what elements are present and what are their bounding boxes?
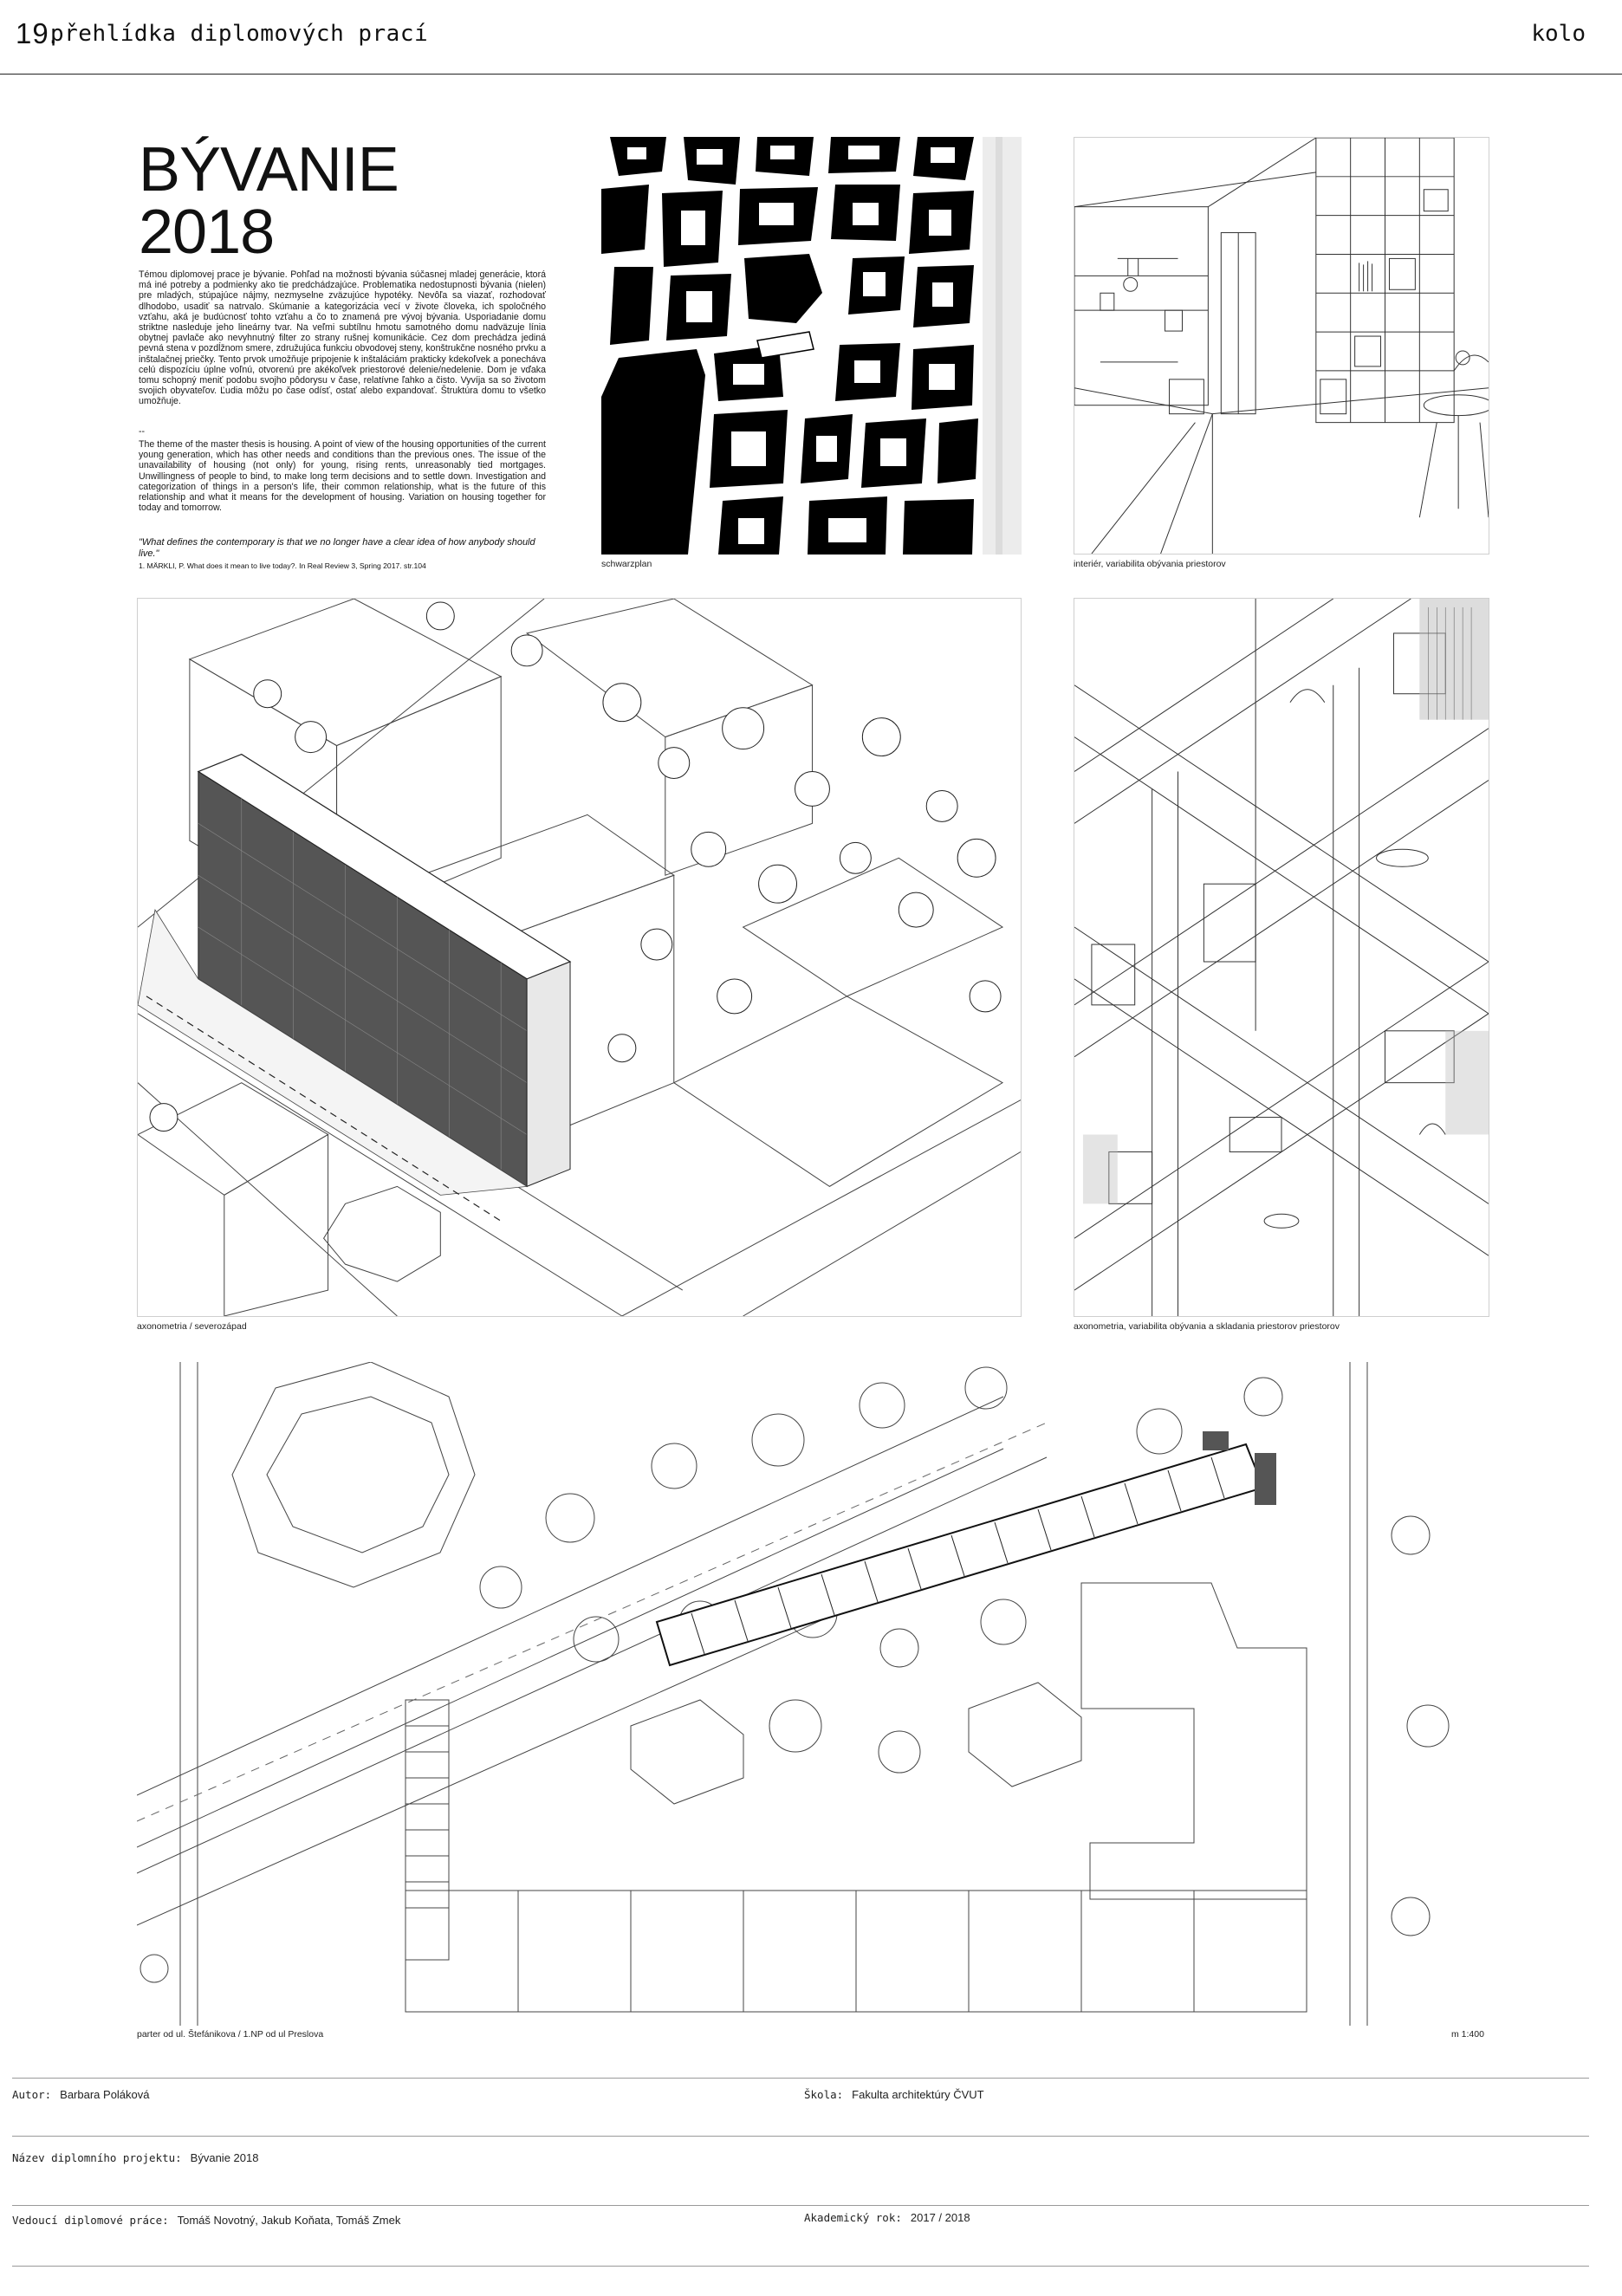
description-slovak: Témou diplomovej prace je bývanie. Pohľad na možnosti bývania súčasnej mladej generácie, ktorá má iné potreby a podmienky ako tie predchádzajúce. Problematika nedostupnosti bývania (nielen) pre mladých, stúpajúce nájmy, nezmyselne zväzujúce hypotéky. Nevôľa sa viazať, rozhodovať dlhodobo, usadiť sa natrvalo. Skúmanie a kategorizácia vecí v živote človeka, ich spoločného vzťahu, aká je budúcnosť tohto vzťahu a čo to znamená pre vývoj bývania. Usporiadanie domu striktne nasleduje jeho lineárny tvar. Na veľmi subtílnu hmotu samotného domu nadväzuje línia obytnej pavlače ako nevyhnutný filter zo strany rušnej komunikácie. Cez dom prechádza jediná pevná stena v pozdĺžnom smere, združujúca funkciu obvodovej steny, konštrukčne nosného prvku a inštalačnej priečky. Tento prvok umožňuje pripojenie k inštaláciám prakticky kdekoľvek a ponecháva celú dispozíciu úplne voľnú, otvorenú pre akékoľvek priestorové delenie/nedelenie. Dom je vďaka tomu schopný meniť podobu svojho pôdorysu v čase, relatívne ľahko a čisto. Vyvíja sa so životom svojich obyvateľov. Ľudia môžu po čase odísť, ostať alebo expandovať. Štruktúra domu to všetko umožňuje. <box>139 269 546 407</box>
project-name-label: Název diplomního projektu: <box>12 2151 182 2164</box>
quote: "What defines the contemporary is that we no longer have a clear idea of how anybody should live." <box>139 537 535 559</box>
caption-schwarzplan: schwarzplan <box>601 559 652 569</box>
supervisor-field <box>12 2214 400 2227</box>
author-value: Barbara Poláková <box>60 2088 150 2101</box>
school-value: Fakulta architektúry ČVUT <box>852 2088 984 2101</box>
quote-reference: 1. MÄRKLI, P. What does it mean to live today?. In Real Review 3, Spring 2017. str.104 <box>139 561 426 570</box>
title-line-1: BÝVANIE <box>139 135 399 204</box>
project-title <box>139 135 399 267</box>
caption-plan: parter od ul. Štefánikova / 1.NP od ul Preslova <box>137 2029 324 2040</box>
author-label: Autor: <box>12 2088 52 2101</box>
project-name-field <box>12 2151 258 2164</box>
separator-dash: -- <box>139 426 146 437</box>
footer-rule-bottom <box>12 2266 1589 2267</box>
axonometric-view <box>138 599 1021 1316</box>
supervisor-value: Tomáš Novotný, Jakub Koňata, Tomáš Zmek <box>177 2214 401 2227</box>
edition-number: 19. <box>16 17 58 49</box>
caption-interior: interiér, variabilita obývania priestorov <box>1074 559 1226 569</box>
footer-rule-2 <box>12 2136 1589 2137</box>
year-label: Akademický rok: <box>804 2211 902 2224</box>
supervisor-label: Vedoucí diplomové práce: <box>12 2214 169 2227</box>
scale-label: m 1:400 <box>1451 2029 1484 2040</box>
description-english: The theme of the master thesis is housing. A point of view of the housing opportunities of the current young generation, which has other needs and conditions than the previous ones. The issue of the unavailability of housing (not only) for young, rising rents, unreasonably tied mortgages. Unwillingness of people to bind, to make long term decisions and to settle down. Investigation and categorization of things in a person's life, their common relationship, what is the future of this relationship and what it means for the development of housing. Variation on housing together for today and tomorrow. <box>139 439 546 514</box>
site-plan-drawing <box>137 1362 1489 2026</box>
interior-perspective <box>1074 138 1489 554</box>
header-title: přehlídka diplomových prací <box>50 21 429 47</box>
header-round: kolo <box>1531 21 1586 47</box>
year-value: 2017 / 2018 <box>910 2211 970 2224</box>
ground-floor-plan <box>137 1362 1489 2026</box>
footer-rule-top <box>12 2078 1589 2079</box>
axonometry-detail-drawing <box>1074 598 1489 1317</box>
footer-rule-3 <box>12 2205 1589 2206</box>
axonometry-drawing <box>137 598 1022 1317</box>
school-label: Škola: <box>804 2088 844 2101</box>
schwarzplan-figure <box>601 137 1022 555</box>
figure-ground-map <box>601 137 1022 555</box>
year-field <box>804 2211 970 2224</box>
title-line-2: 2018 <box>139 198 275 267</box>
caption-axonometry-detail: axonometria, variabilita obývania a skladania priestorov priestorov <box>1074 1321 1340 1332</box>
page-header <box>0 0 1622 75</box>
author-field <box>12 2088 150 2101</box>
interior-drawing <box>1074 137 1489 555</box>
caption-axonometry: axonometria / severozápad <box>137 1321 247 1332</box>
structure-detail <box>1074 599 1489 1316</box>
project-name-value: Bývanie 2018 <box>190 2151 259 2164</box>
school-field <box>804 2088 984 2101</box>
